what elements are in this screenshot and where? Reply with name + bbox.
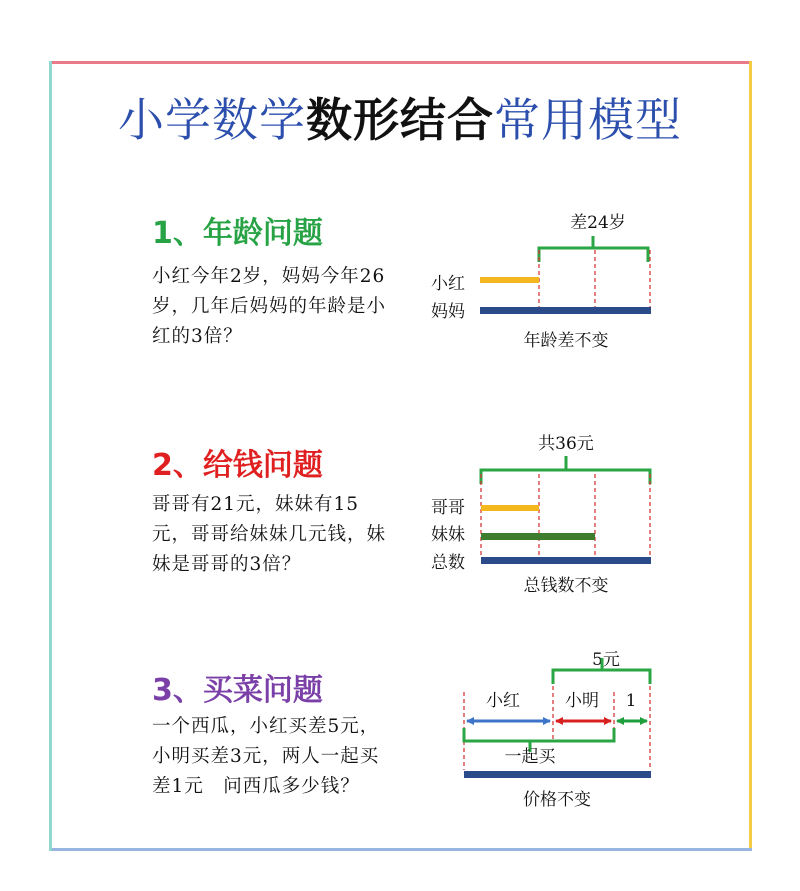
section-1-heading: 1、年龄问题: [152, 216, 323, 251]
age-diagram: [431, 213, 651, 351]
section-2-text: 哥哥有21元，妹妹有15元，哥哥给妹妹几元钱，妹妹是哥哥的3倍？: [152, 494, 387, 575]
title-part-1: 小学数学: [118, 93, 306, 147]
section-1-text: 小红今年2岁，妈妈今年26岁，几年后妈妈的年龄是小红的3倍？: [152, 266, 387, 347]
one-yuan-segment-label: 1: [625, 691, 637, 711]
together-label: 一起买: [504, 747, 556, 767]
section-2-heading: 2、给钱问题: [152, 448, 323, 483]
age-caption: 年龄差不变: [523, 331, 609, 351]
section-3-heading: 3、买菜问题: [152, 673, 323, 708]
five-yuan-label: 5元: [592, 650, 620, 670]
price-caption: 价格不变: [523, 790, 591, 810]
mama-row-label: 妈妈: [431, 302, 465, 322]
shopping-diagram: [464, 650, 651, 810]
title-part-2: 数形结合: [306, 93, 494, 147]
title-part-3: 常用模型: [494, 93, 682, 147]
money-diagram: [431, 434, 651, 596]
five-yuan-bracket: [553, 658, 650, 684]
total-money-label: 共36元: [538, 434, 594, 454]
total-money-bar: [481, 557, 651, 564]
xiaohong-age-bar: [480, 277, 539, 283]
age-diff-bracket: [539, 236, 648, 262]
section-3-text: 一个西瓜，小红买差5元，小明买差3元，两人一起买差1元 问西瓜多少钱？: [152, 716, 380, 797]
xiaoming-segment-label: 小明: [565, 691, 599, 711]
meimei-money-bar: [481, 533, 595, 540]
gege-row-label: 哥哥: [431, 498, 465, 518]
xiaohong-row-label: 小红: [431, 274, 465, 294]
mama-age-bar: [480, 307, 651, 314]
xiaohong-segment-label: 小红: [486, 691, 520, 711]
gege-money-bar: [481, 505, 539, 511]
age-diff-label: 差24岁: [570, 213, 626, 233]
price-bar: [464, 771, 651, 778]
meimei-row-label: 妹妹: [431, 525, 465, 545]
money-caption: 总钱数不变: [523, 576, 609, 596]
total-money-bracket: [481, 456, 650, 484]
total-row-label: 总数: [431, 553, 465, 573]
